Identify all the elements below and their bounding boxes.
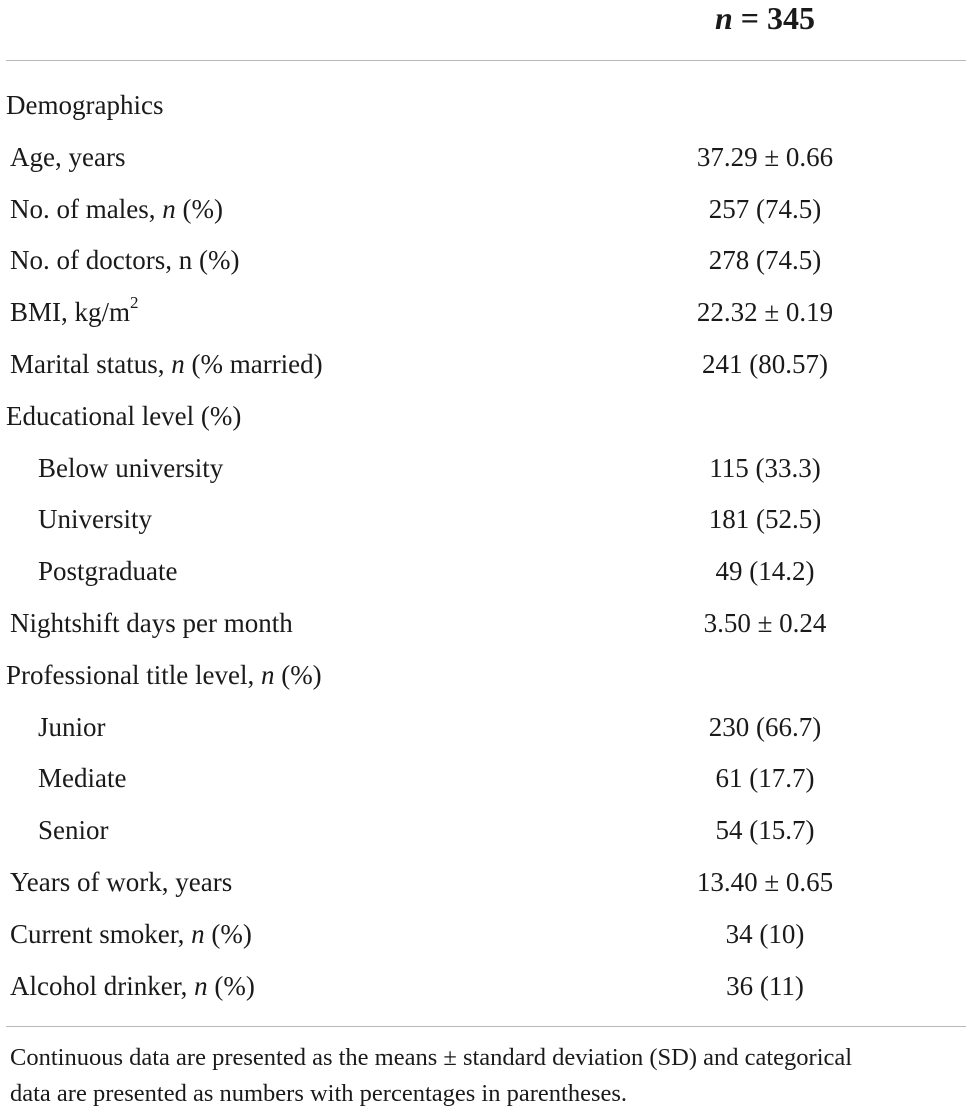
table-bottom-rule	[6, 1026, 966, 1027]
row-value: 241 (80.57)	[702, 348, 828, 379]
column-header-n	[600, 0, 930, 42]
footnote-line-2: data are presented as numbers with percentages in parentheses.	[10, 1080, 628, 1107]
table-row-university	[0, 494, 972, 546]
row-value: 13.40 ± 0.65	[696, 866, 834, 897]
table-row-below-university	[0, 443, 972, 495]
table-row-years-of-work	[0, 857, 972, 909]
row-value: 54 (15.7)	[715, 815, 815, 846]
row-label: Demographics	[6, 90, 164, 120]
row-value: 230 (66.7)	[708, 711, 822, 742]
row-label: Postgraduate	[38, 556, 178, 587]
row-label: Nightshift days per month	[10, 607, 293, 638]
table-row-current-smoker	[0, 909, 972, 961]
row-label: Senior	[38, 815, 109, 846]
table-row-demographics	[0, 80, 972, 132]
table-footnote	[10, 1040, 970, 1112]
row-value: 257 (74.5)	[708, 193, 822, 224]
table-row-doctors	[0, 235, 972, 287]
row-label: Years of work, years	[10, 866, 233, 897]
table-row-marital-status	[0, 339, 972, 391]
row-label: BMI, $kg/m^2$	[10, 293, 139, 328]
row-value: 49 (14.2)	[715, 556, 815, 587]
footnote-line-1: Continuous data are presented as the means ± standard deviation (SD) and categorical	[10, 1044, 853, 1071]
table-row-age	[0, 132, 972, 184]
table-row-postgraduate	[0, 546, 972, 598]
row-value: 278 (74.5)	[708, 245, 822, 276]
table-row-nightshift	[0, 598, 972, 650]
row-value: 22.32 ± 0.19	[696, 297, 834, 328]
table-row-males	[0, 184, 972, 236]
n-value: = 345	[740, 0, 816, 36]
table-row-professional-title	[0, 650, 972, 702]
row-value: 115 (33.3)	[709, 452, 821, 483]
row-label: Professional title level, n (%)	[6, 659, 322, 690]
row-value: 36 (11)	[726, 970, 804, 1001]
row-value: 34 (10)	[725, 918, 805, 949]
table-top-rule	[6, 60, 966, 61]
table-row-senior	[0, 805, 972, 857]
table-row-bmi	[0, 287, 972, 339]
row-label: No. of males, n (%)	[10, 193, 223, 224]
table-row-educational-level	[0, 391, 972, 443]
row-value: 3.50 ± 0.24	[703, 607, 827, 638]
row-label: Mediate	[38, 763, 127, 794]
n-symbol: n	[714, 0, 733, 36]
row-label: Alcohol drinker, n (%)	[10, 970, 255, 1001]
row-label: No. of doctors, n (%)	[10, 245, 240, 276]
table-body	[0, 80, 972, 1012]
table-row-junior	[0, 702, 972, 754]
row-label: Current smoker, n (%)	[10, 918, 252, 949]
row-label: University	[38, 504, 152, 535]
row-label: Junior	[38, 711, 106, 742]
table-row-alcohol-drinker	[0, 961, 972, 1013]
row-value: 61 (17.7)	[715, 763, 815, 794]
table-row-mediate	[0, 753, 972, 805]
row-value: 37.29 ± 0.66	[696, 141, 834, 172]
row-label: Educational level (%)	[6, 400, 242, 431]
row-label: Marital status, n (% married)	[10, 348, 323, 379]
row-label: Below university	[38, 452, 224, 483]
row-label: Age, years	[10, 141, 126, 172]
row-value: 181 (52.5)	[708, 504, 822, 535]
